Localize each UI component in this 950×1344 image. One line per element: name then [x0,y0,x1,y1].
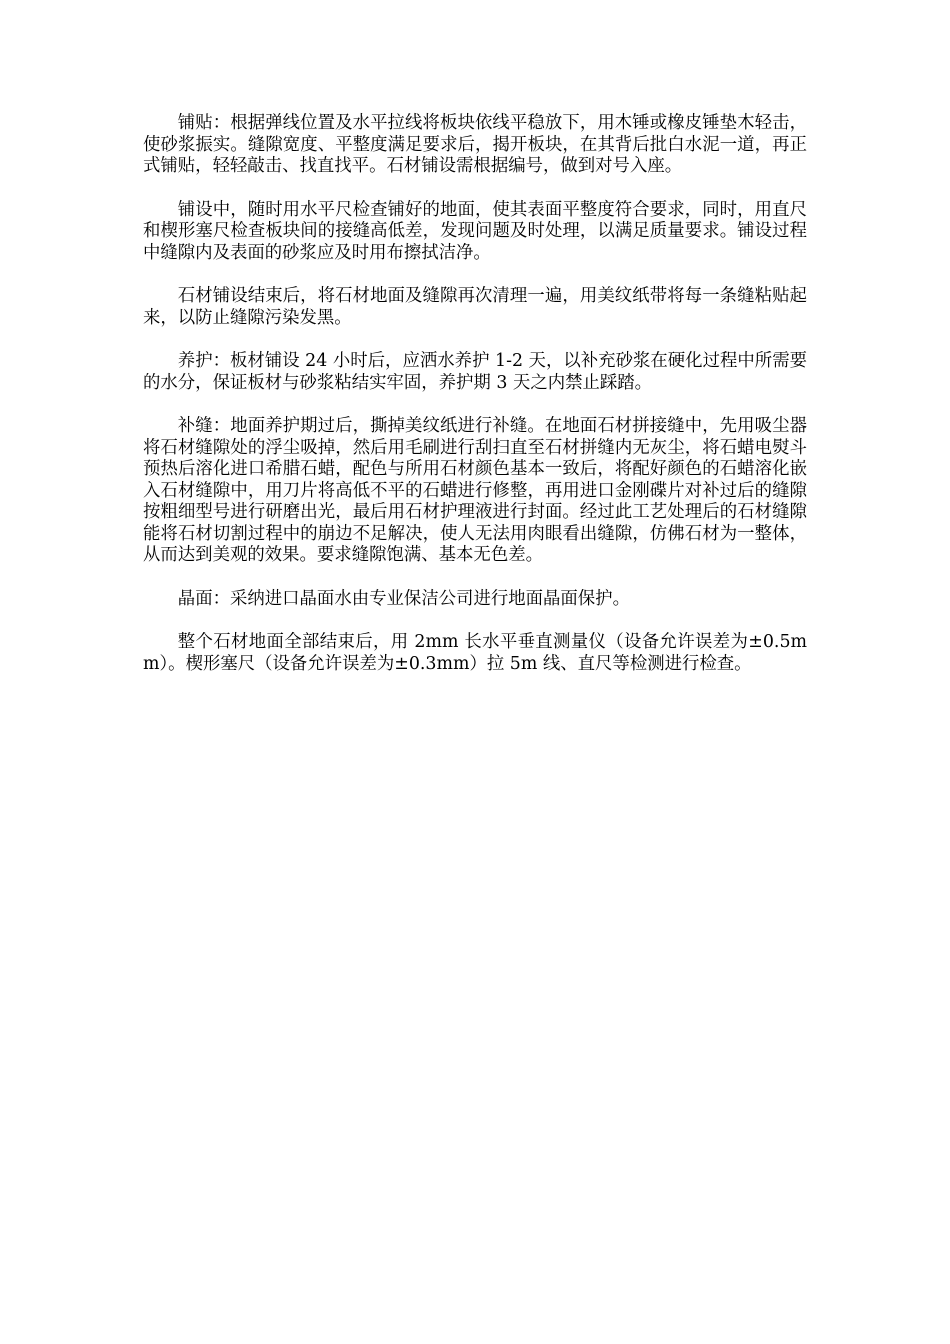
paragraph-joint-taping: 石材铺设结束后，将石材地面及缝隙再次清理一遍，用美纹纸带将每一条缝粘贴起来，以防止缝隙污染发黑。 [143,286,807,328]
paragraph-laying: 铺贴：根据弹线位置及水平拉线将板块依线平稳放下，用木锤或橡皮锤垫木轻击，使砂浆振实。缝隙宽度、平整度满足要求后，揭开板块，在其背后批白水泥一道，再正式铺贴，轻轻敲击、找直找平。石材铺设需根据编号，做到对号入座。 [143,113,807,176]
paragraph-crystal-polish: 晶面：采纳进口晶面水由专业保洁公司进行地面晶面保护。 [177,588,630,609]
paragraph-joint-filling: 补缝：地面养护期过后，撕掉美纹纸进行补缝。在地面石材拼接缝中，先用吸尘器将石材缝隙处的浮尘吸掉，然后用毛刷进行刮扫直至石材拼缝内无灰尘，将石蜡电熨斗预热后溶化进口希腊石蜡，配色与所用石材颜色基本一致后，将配好颜色的石蜡溶化嵌入石材缝隙中，用刀片将高低不平的石蜡进行修整，再用进口金刚碟片对补过后的缝隙按粗细型号进行研磨出光，最后用石材护理液进行封面。经过此工艺处理后的石材缝隙能将石材切割过程中的崩边不足解决，使人无法用肉眼看出缝隙，仿佛石材为一整体，从而达到美观的效果。要求缝隙饱满、基本无色差。 [143,416,807,565]
paragraph-curing: 养护：板材铺设 24 小时后，应洒水养护 1-2 天，以补充砂浆在硬化过程中所需要的水分，保证板材与砂浆粘结实牢固，养护期 3 天之内禁止踩踏。 [143,351,807,393]
paragraph-leveling-check: 铺设中，随时用水平尺检查铺好的地面，使其表面平整度符合要求，同时，用直尺和楔形塞尺检查板块间的接缝高低差，发现问题及时处理，以满足质量要求。铺设过程中缝隙内及表面的砂浆应及时用布擦拭洁净。 [143,199,807,263]
paragraph-final-inspection: 整个石材地面全部结束后，用 2mm 长水平垂直测量仪（设备允许误差为±0.5mm）。楔形塞尺（设备允许误差为±0.3mm）拉 5m 线、直尺等检测进行检查。 [143,632,807,674]
document-body [143,113,807,697]
